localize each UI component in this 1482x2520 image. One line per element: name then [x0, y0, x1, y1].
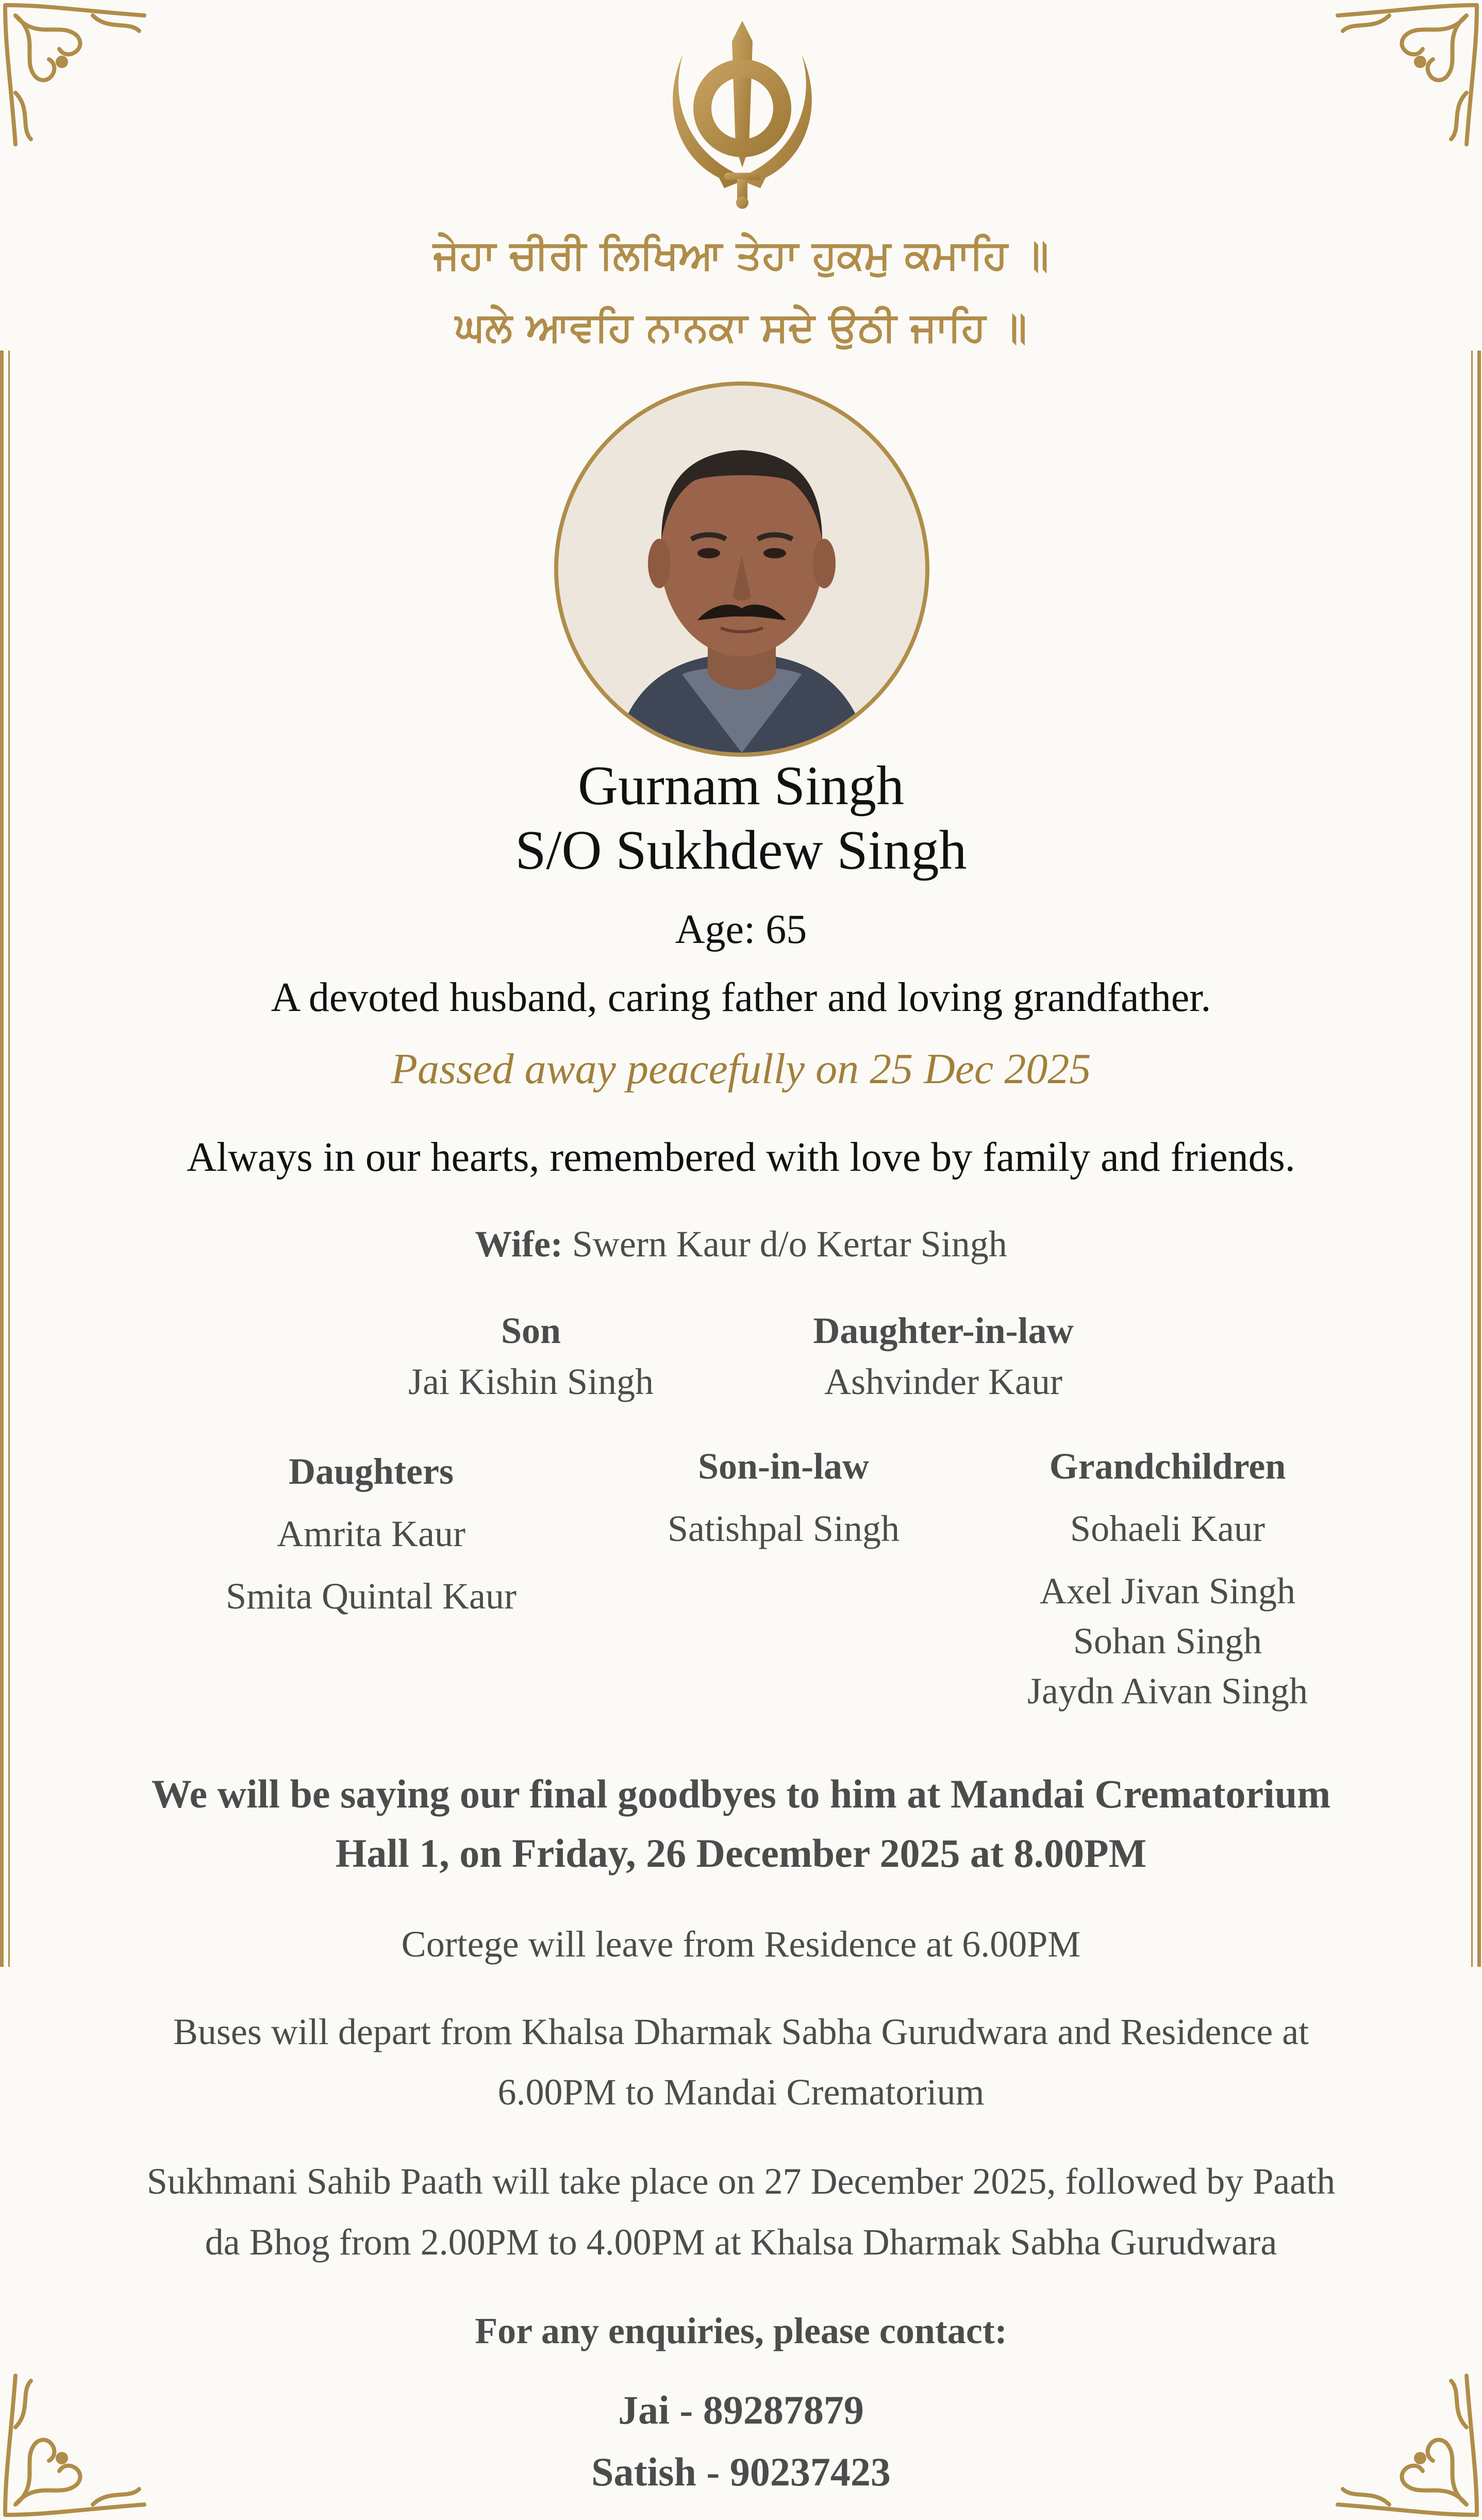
passed-away-text: Passed away peacefully on 25 Dec 2025 — [391, 1045, 1091, 1093]
grandchild-name: Sohan Singh — [1073, 1620, 1262, 1662]
cortege-text: Cortege will leave from Residence at 6.00PM — [401, 1924, 1081, 1965]
deceased-age: Age: 65 — [675, 907, 807, 952]
daughters-column — [191, 1450, 552, 1618]
khanda-icon — [662, 18, 822, 209]
grandchildren-column — [987, 1445, 1348, 1713]
grandchild-name: Jaydn Aivan Singh — [1027, 1670, 1308, 1712]
daughter-name: Smita Quintal Kaur — [226, 1576, 517, 1617]
contact-heading: For any enquiries, please contact: — [475, 2310, 1007, 2351]
corner-ornament-top-right-icon — [1327, 0, 1482, 155]
portrait-figure-icon — [558, 386, 925, 753]
daughter-in-law-label: Daughter-in-law — [813, 1310, 1074, 1351]
tribute-text: A devoted husband, caring father and loving grandfather. — [271, 975, 1211, 1020]
portrait-photo — [554, 382, 929, 757]
deceased-parentage: S/O Sukhdew Singh — [515, 820, 967, 881]
son-name: Jai Kishin Singh — [408, 1361, 654, 1402]
buses-line-2: 6.00PM to Mandai Crematorium — [497, 2071, 985, 2113]
grandchild-name: Axel Jivan Singh — [1040, 1570, 1295, 1612]
corner-ornament-top-left-icon — [0, 0, 155, 155]
gurbani-line-2: ਘਲੇ ਆਵਹਿ ਨਾਨਕਾ ਸਦੇ ਉਠੀ ਜਾਹਿ ॥ — [455, 304, 1027, 351]
wife-line — [0, 1223, 1482, 1266]
daughter-name: Amrita Kaur — [277, 1513, 465, 1554]
son-in-law-label: Son-in-law — [697, 1446, 870, 1487]
service-line-1: We will be saying our final goodbyes to him at Mandai Crematorium — [151, 1771, 1331, 1816]
contact-satish: Satish - 90237423 — [591, 2449, 891, 2494]
grandchildren-label: Grandchildren — [1049, 1446, 1286, 1487]
paath-line-2: da Bhog from 2.00PM to 4.00PM at Khalsa Dharmak Sabha Gurudwara — [205, 2221, 1277, 2263]
grandchild-name: Sohaeli Kaur — [1070, 1508, 1265, 1549]
paath-line-1: Sukhmani Sahib Paath will take place on 27 December 2025, followed by Paath — [146, 2161, 1336, 2202]
buses-line-1: Buses will depart from Khalsa Dharmak Sabha Gurudwara and Residence at — [173, 2011, 1309, 2052]
contact-jai: Jai - 89287879 — [618, 2388, 864, 2432]
daughter-in-law-name: Ashvinder Kaur — [824, 1361, 1062, 1402]
deceased-name: Gurnam Singh — [578, 755, 904, 817]
son-column — [376, 1309, 686, 1403]
daughters-label: Daughters — [289, 1451, 454, 1492]
daughter-in-law-column — [763, 1309, 1124, 1403]
son-in-law-column — [603, 1445, 964, 1550]
son-label: Son — [501, 1310, 561, 1351]
remembrance-text: Always in our hearts, remembered with love by family and friends. — [187, 1135, 1295, 1180]
gurbani-line-1: ਜੇਹਾ ਚੀਰੀ ਲਿਖਿਆ ਤੇਹਾ ਹੁਕਮੁ ਕਮਾਹਿ ॥ — [433, 232, 1049, 278]
wife-name: Swern Kaur d/o Kertar Singh — [572, 1223, 1007, 1265]
son-in-law-name: Satishpal Singh — [667, 1508, 900, 1549]
wife-label: Wife: — [475, 1223, 563, 1265]
service-line-2: Hall 1, on Friday, 26 December 2025 at 8.00PM — [335, 1831, 1147, 1876]
